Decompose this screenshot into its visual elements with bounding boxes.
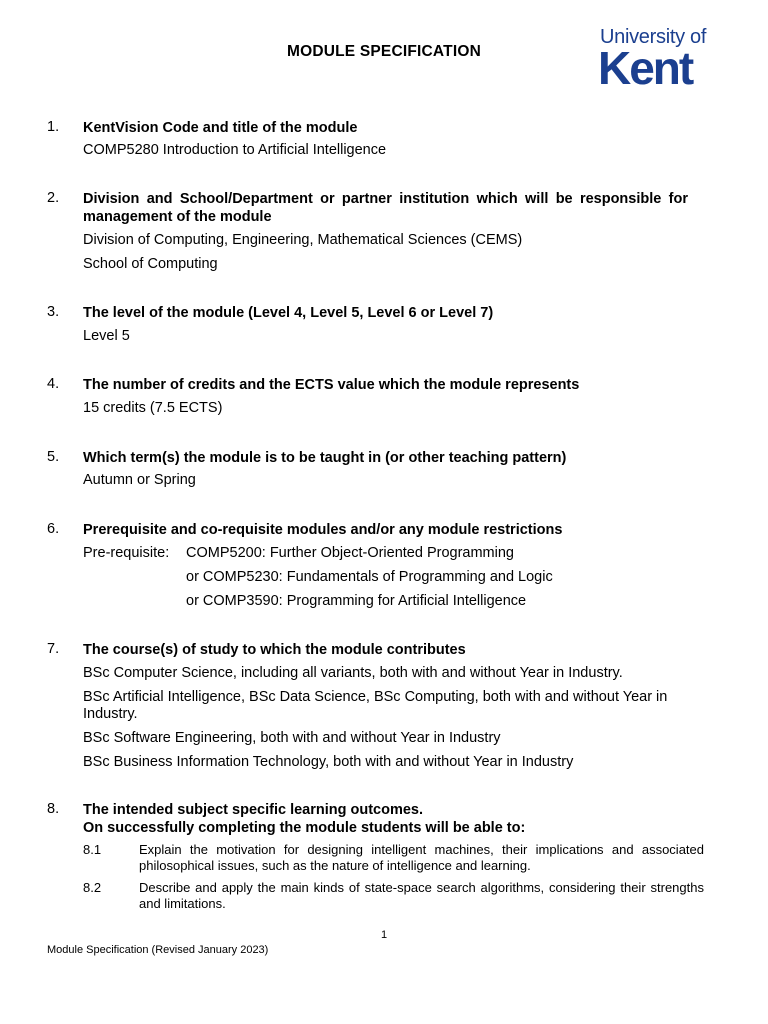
section-line: 15 credits (7.5 ECTS): [83, 400, 223, 416]
section-line: BSc Business Information Technology, both with and without Year in Industry: [83, 754, 574, 770]
prerequisite-item: or COMP5230: Fundamentals of Programming and Logic: [186, 569, 553, 585]
prerequisite-item: COMP5200: Further Object-Oriented Programming: [186, 545, 514, 561]
prerequisite-item: or COMP3590: Programming for Artificial Intelligence: [186, 593, 527, 609]
outcome-text: Explain the motivation for designing intelligent machines, their implications and associated philosophical issues, such as the nature of intelligence and learning.: [139, 842, 704, 873]
section-heading: Prerequisite and co-requisite modules and/or any module restrictions: [83, 522, 563, 538]
page-title: MODULE SPECIFICATION: [286, 43, 482, 60]
section-subheading: On successfully completing the module students will be able to:: [83, 820, 526, 836]
section-number: 5.: [47, 449, 60, 465]
section-line: BSc Artificial Intelligence, BSc Data Science, BSc Computing, both with and without Year in Industry.: [83, 689, 668, 722]
section-number: 7.: [47, 641, 60, 657]
section-number: 8.: [47, 801, 60, 817]
section-heading: KentVision Code and title of the module: [83, 120, 358, 136]
page-number: 1: [380, 929, 388, 941]
section-number: 2.: [47, 190, 60, 206]
section-heading: Which term(s) the module is to be taught in (or other teaching pattern): [83, 450, 567, 466]
section-line: BSc Software Engineering, both with and without Year in Industry: [83, 730, 501, 746]
section-line: COMP5280 Introduction to Artificial Intelligence: [83, 142, 387, 158]
section-heading: The course(s) of study to which the module contributes: [83, 642, 466, 658]
section-number: 1.: [47, 119, 60, 135]
logo-line-university-of: University of: [600, 26, 707, 48]
section-line: Level 5: [83, 328, 130, 344]
section-number: 6.: [47, 521, 60, 537]
section-line: School of Computing: [83, 256, 218, 272]
prerequisite-label: Pre-requisite:: [83, 545, 170, 561]
logo-line-kent: Kent: [598, 42, 693, 94]
section-line: BSc Computer Science, including all variants, both with and without Year in Industry.: [83, 665, 623, 681]
footer-text: Module Specification (Revised January 2023): [47, 944, 269, 956]
university-logo: [598, 26, 720, 94]
section-heading: The intended subject specific learning outcomes.: [83, 802, 424, 818]
outcome-number: 8.1: [83, 842, 102, 857]
section-number: 4.: [47, 376, 60, 392]
section-heading: Division and School/Department or partner institution which will be responsible for management of the module: [83, 191, 688, 225]
section-line: Division of Computing, Engineering, Mathematical Sciences (CEMS): [83, 232, 523, 248]
outcome-number: 8.2: [83, 880, 102, 895]
outcome-text: Describe and apply the main kinds of state-space search algorithms, considering their strengths and limitations.: [139, 880, 704, 911]
section-heading: The level of the module (Level 4, Level 5, Level 6 or Level 7): [83, 305, 494, 321]
section-number: 3.: [47, 304, 60, 320]
section-line: Autumn or Spring: [83, 472, 196, 488]
section-heading: The number of credits and the ECTS value which the module represents: [83, 377, 580, 393]
